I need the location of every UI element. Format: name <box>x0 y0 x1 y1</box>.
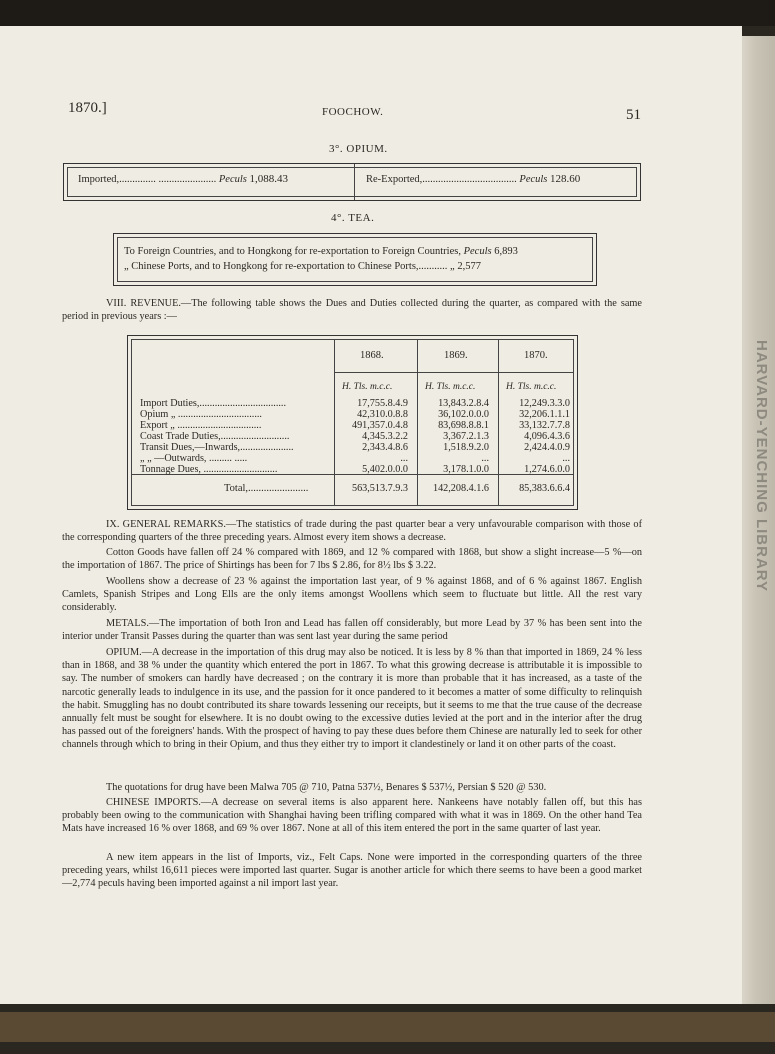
revenue-total-1869: 142,208.4.1.6 <box>432 483 489 494</box>
book-cover-board <box>0 1012 775 1042</box>
revenue-intro: VIII. REVENUE.—The following table shows the Dues and Duties collected during the quarter, as compared with the same period in previous years :— <box>62 298 642 323</box>
opium-table-divider <box>354 164 355 200</box>
general-remarks-paragraph: IX. GENERAL REMARKS.—The statistics of trade during the past quarter bear a very unfavourable comparison with those of the corresponding quarters of the three preceding years. Almost every item shows a decrease. <box>62 519 642 544</box>
opium-imported-value: 1,088.43 <box>249 173 288 185</box>
opium-imported-cell <box>78 173 288 185</box>
revenue-row-label: Coast Trade Duties,........................... <box>140 431 290 442</box>
opium-reexported-cell <box>366 173 580 185</box>
tea-line-foreign-unit: Peculs <box>463 246 492 257</box>
revenue-total-1870: 85,383.6.6.4 <box>519 483 570 494</box>
revenue-total-label: Total,....................... <box>224 483 309 494</box>
opium-paragraph: OPIUM.—A decrease in the importation of this drug may also be noticed. It is less by 8 % than that imported in 1869, 24 % less than in 1868, and 38 % under the quantity which entered the port in 1867. To what this growing decrease is attributable it is impossible to say. The number of smokers can hardly have decreased ; on the contrary it is more than probable that it has increased, as a taste of the narcotic generally leads to indulgence in its use, and the passion for it once pandered to it becomes a matter of some difficulty to relinquish the habit. Smuggling has no doubt contributed its share towards lessening our receipts, but it seems to me that the true cause of the decrease annually felt must be sought for elsewhere. It is no doubt owing to the excessive duties levied at the port and in the interior after the drug has passed out of the foreigners' hands. With the prospect of having to pay these dues before them Chinese are naturally led to seek for other channels through which to bring in their Opium, and thus they either try to import it clandestinely or land it on other parts of the coast. <box>62 647 642 751</box>
revenue-header-rule <box>334 372 574 373</box>
revenue-row-label: Tonnage Dues, ............................. <box>140 464 278 475</box>
revenue-cell: 2,424.4.0.9 <box>524 442 570 453</box>
opium-reexported-value: 128.60 <box>550 173 581 185</box>
woollens-paragraph: Woollens show a decrease of 23 % against the importation last year, of 9 % against 1868, and of 6 % against 1867. English Camlets, Spanish Stripes and Long Ells are the only items amongst Woollens which seem to fluctuate but little. All the rest vary considerably. <box>62 576 642 614</box>
opium-reexported-label: Re-Exported,.................................... <box>366 174 517 185</box>
revenue-cell: 2,343.4.8.6 <box>362 442 408 453</box>
header-title: FOOCHOW. <box>322 106 384 118</box>
revenue-cell: 83,698.8.8.1 <box>438 420 489 431</box>
revenue-cell: 1,274.6.0.0 <box>524 464 570 475</box>
tea-line-chinese-unit: „ <box>450 261 455 272</box>
revenue-year-1869: 1869. <box>444 350 468 361</box>
opium-imported-unit: Peculs <box>218 174 247 185</box>
revenue-cell: 36,102.0.0.0 <box>438 409 489 420</box>
revenue-unit-1869: H. Tls. m.c.c. <box>425 382 476 392</box>
opium-table <box>63 163 641 201</box>
revenue-col-divider-3 <box>498 339 499 506</box>
revenue-cell: 33,132.7.7.8 <box>519 420 570 431</box>
header-year: 1870.] <box>68 100 107 116</box>
tea-line-chinese-text: „ Chinese Ports, and to Hongkong for re-exportation to Chinese Ports,........... <box>124 261 448 272</box>
revenue-unit-1870: H. Tls. m.c.c. <box>506 382 557 392</box>
revenue-cell: ... <box>481 453 489 464</box>
new-item-paragraph: A new item appears in the list of Imports, viz., Felt Caps. None were imported in the corresponding quarters of the three preceding years, whilst 16,611 pieces were imported last quarter. Sugar is another article for which there seems to have been a good market—2,774 peculs having been imported against a nil import last year. <box>62 852 642 890</box>
revenue-row-label: Import Duties,.................................. <box>140 398 287 409</box>
scan-bottom-band <box>0 1004 775 1054</box>
revenue-cell: 491,357.0.4.8 <box>351 420 408 431</box>
chinese-imports-paragraph: CHINESE IMPORTS.—A decrease on several items is also apparent here. Nankeens have notably fallen off, but this has probably been owing to the communication with Shanghai having been trifling compared with what it was in 1869. On the other hand Tea Mats have increased 16 % over 1868, and 69 % over 1867. None at all of this item entered the port in the same quarter of last year. <box>62 797 642 835</box>
revenue-cell: 3,367.2.1.3 <box>443 431 489 442</box>
revenue-cell: 1,518.9.2.0 <box>443 442 489 453</box>
opium-reexported-unit: Peculs <box>519 174 548 185</box>
tea-line-chinese-value: 2,577 <box>457 261 481 272</box>
revenue-total-1868: 563,513.7.9.3 <box>351 483 408 494</box>
page-number: 51 <box>626 107 641 123</box>
revenue-col-divider-2 <box>417 339 418 506</box>
tea-table <box>113 233 597 286</box>
revenue-row-label: „ „ —Outwards, ......... ..... <box>140 453 248 464</box>
revenue-cell: 4,345.3.2.2 <box>362 431 408 442</box>
revenue-cell: 5,402.0.0.0 <box>362 464 408 475</box>
revenue-cell: ... <box>400 453 408 464</box>
opium-imported-label: Imported,.............. ...................... <box>78 174 217 185</box>
revenue-cell: 17,755.8.4.9 <box>357 398 408 409</box>
revenue-row-label: Transit Dues,—Inwards,..................... <box>140 442 294 453</box>
revenue-cell: 32,206.1.1.1 <box>519 409 570 420</box>
metals-paragraph: METALS.—The importation of both Iron and Lead has fallen off considerably, but more Lead by 37 % has been sent into the interior under Transit Passes during the quarter than was sent last year during the same period <box>62 618 642 643</box>
revenue-cell: 4,096.4.3.6 <box>524 431 570 442</box>
revenue-cell: 13,843.2.8.4 <box>438 398 489 409</box>
drug-quotations: The quotations for drug have been Malwa 705 @ 710, Patna 537½, Benares $ 537½, Persian $ 520 @ 530. <box>106 782 547 793</box>
revenue-row-label: Opium „ ................................. <box>140 409 262 420</box>
scan-top-band <box>0 0 775 26</box>
library-stamp: HARVARD-YENCHING LIBRARY <box>753 340 770 593</box>
tea-section-title: 4°. TEA. <box>331 212 375 224</box>
revenue-year-1870: 1870. <box>524 350 548 361</box>
revenue-cell: 12,249.3.3.0 <box>519 398 570 409</box>
opium-section-title: 3°. OPIUM. <box>329 143 388 155</box>
tea-line-foreign-value: 6,893 <box>494 246 518 257</box>
tea-line-chinese <box>124 261 481 272</box>
revenue-unit-1868: H. Tls. m.c.c. <box>342 382 393 392</box>
revenue-cell: 3,178.1.0.0 <box>443 464 489 475</box>
tea-line-foreign <box>124 246 518 257</box>
revenue-col-divider-1 <box>334 339 335 506</box>
tea-table-inner-border <box>117 237 593 282</box>
revenue-year-1868: 1868. <box>360 350 384 361</box>
tea-line-foreign-text: To Foreign Countries, and to Hongkong for re-exportation to Foreign Countries, <box>124 246 461 257</box>
revenue-cell: ... <box>562 453 570 464</box>
revenue-row-label: Export „ ................................. <box>140 420 262 431</box>
revenue-cell: 42,310.0.8.8 <box>357 409 408 420</box>
cotton-paragraph: Cotton Goods have fallen off 24 % compared with 1869, and 12 % compared with 1868, but show a slight increase—5 %—on the importation of 1867. The price of Shirtings has been for 7 lbs $ 2.86, for 8½ lbs $ 3.22. <box>62 547 642 572</box>
revenue-table <box>127 335 578 510</box>
